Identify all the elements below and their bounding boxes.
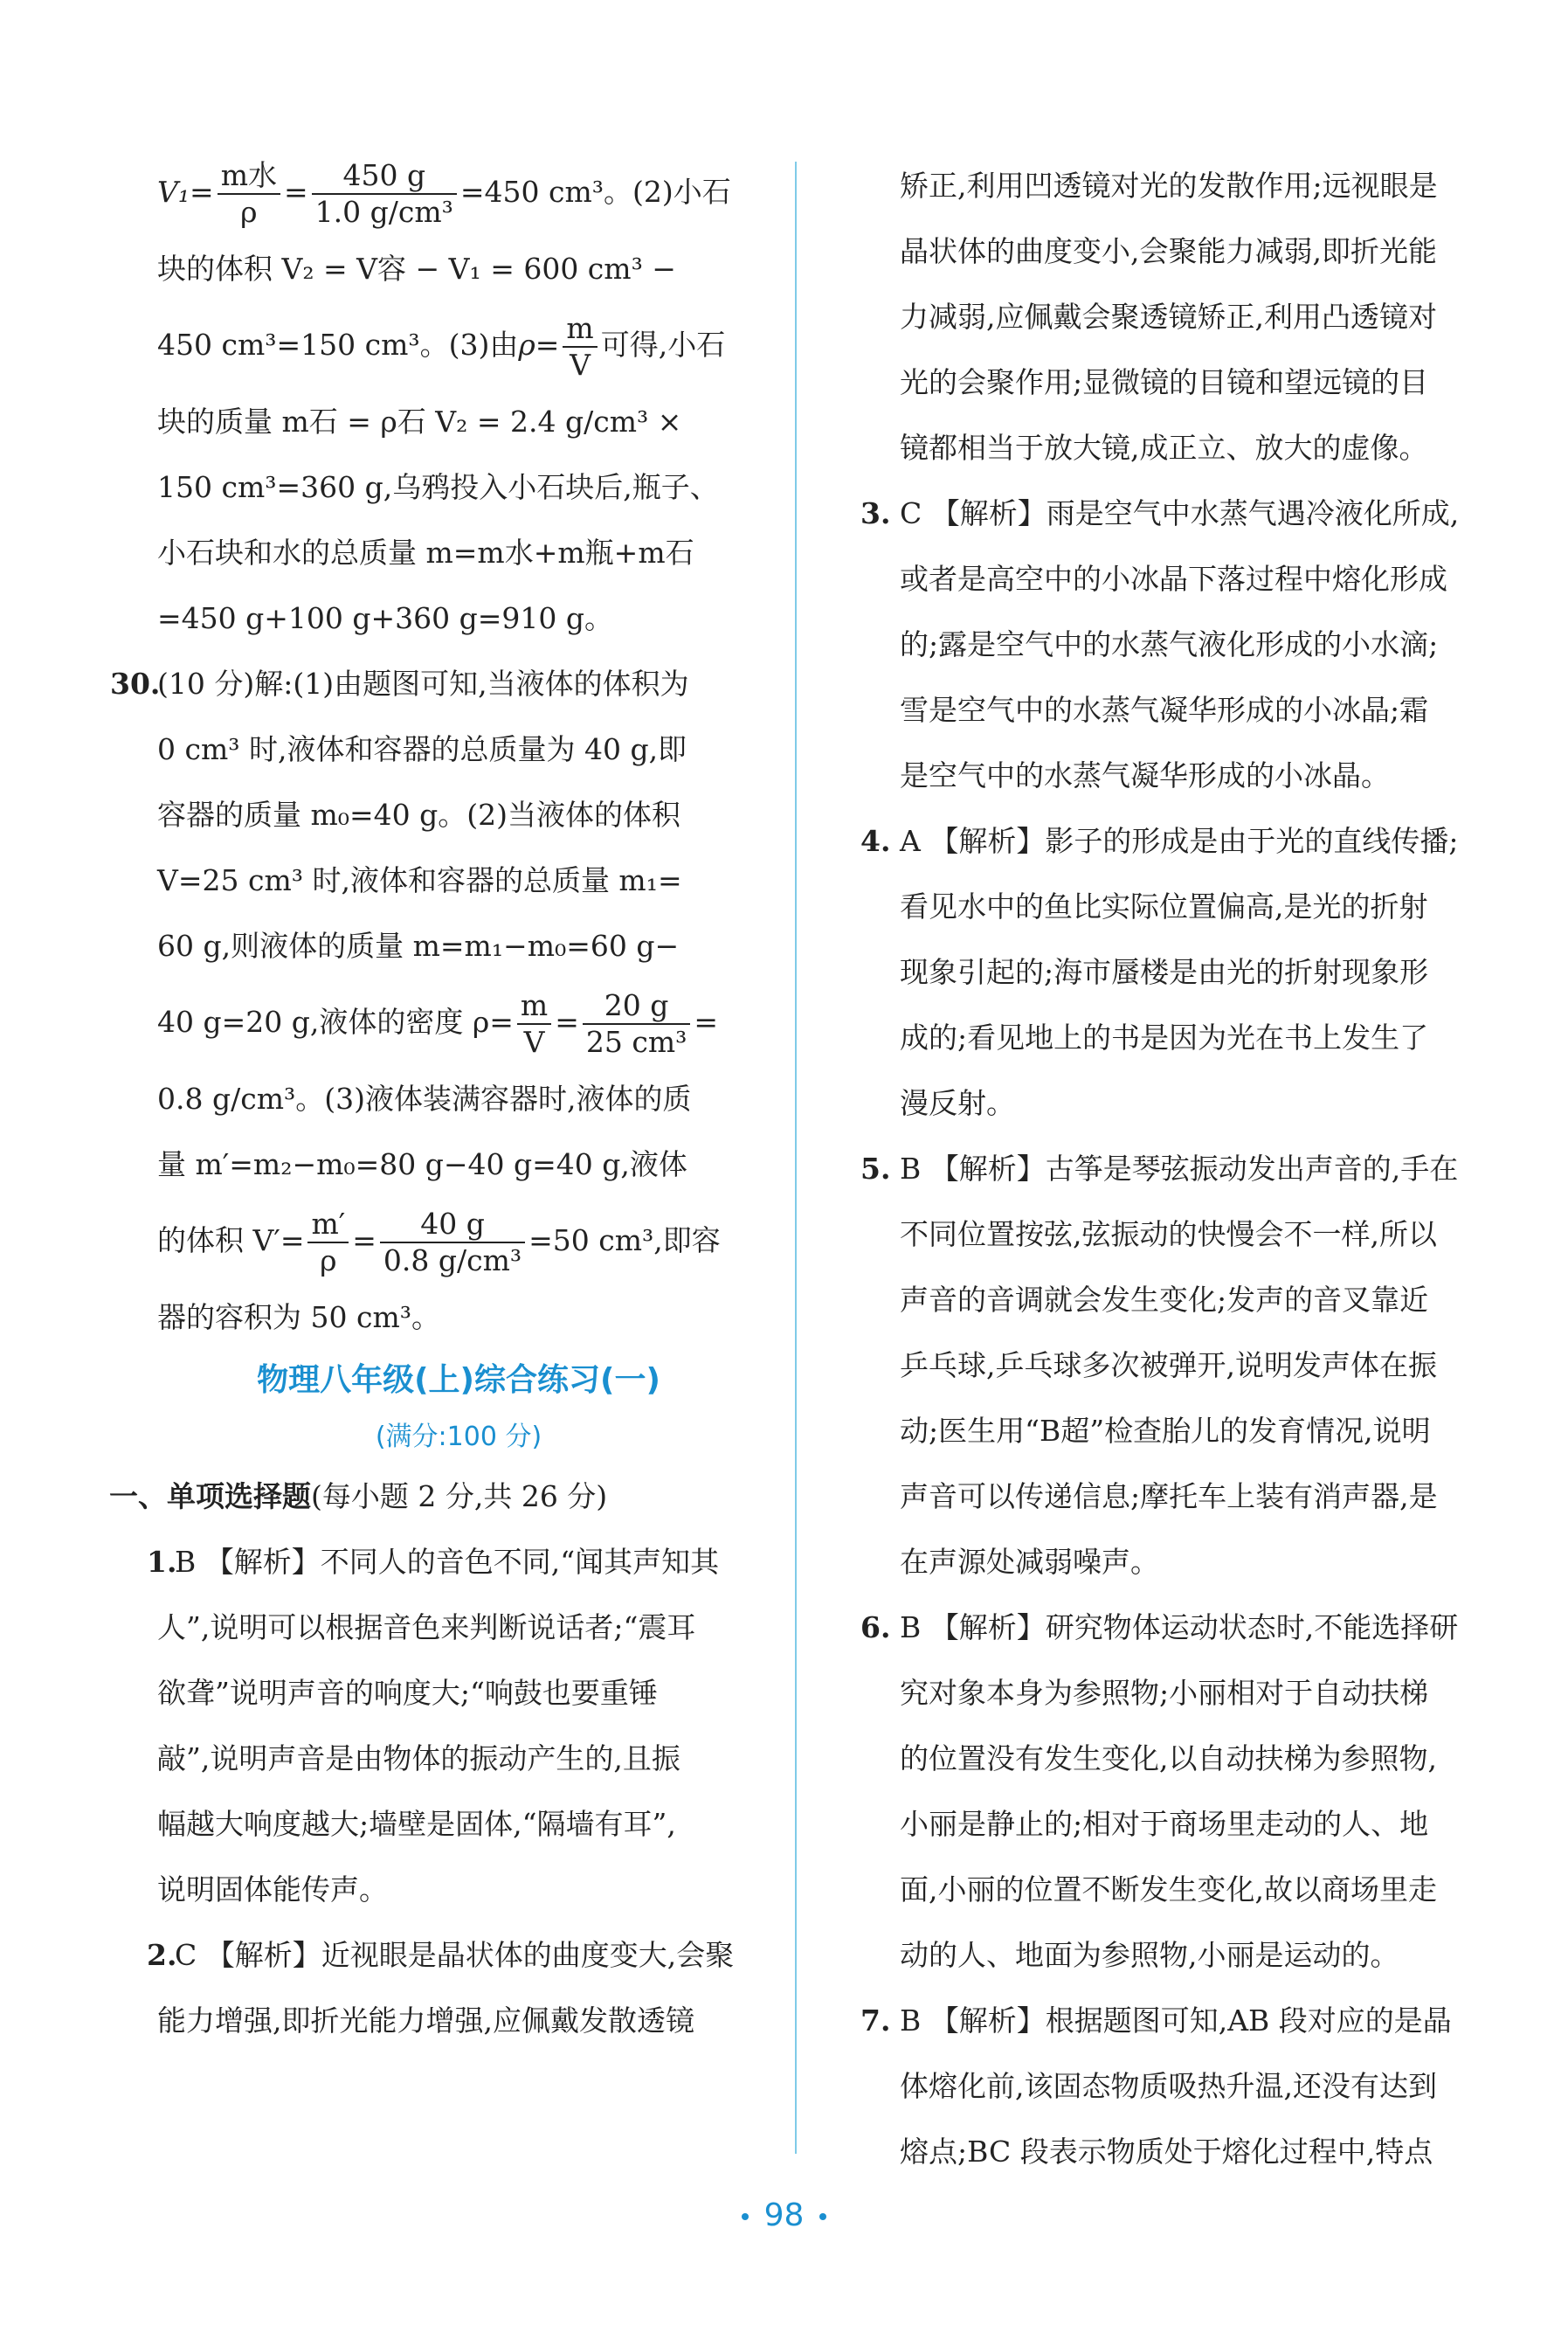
text-line: 0 cm³ 时,液体和容器的总质量为 40 g,即 bbox=[157, 732, 687, 766]
text-line: 容器的质量 m₀=40 g。(2)当液体的体积 bbox=[157, 798, 681, 832]
fraction-m-over-v: $\frac{m}{V}$ bbox=[563, 311, 597, 382]
fraction-20-over-25: $\frac{20 g}{\text{25 cm³}}$ bbox=[583, 988, 690, 1059]
question-number: 5. bbox=[860, 1152, 891, 1186]
text-line: 块的体积 V₂ = V容 − V₁ = 600 cm³ − bbox=[157, 252, 676, 286]
text-line: 0.8 g/cm³。(3)液体装满容器时,液体的质 bbox=[157, 1082, 692, 1116]
part-heading: 一、单项选择题(每小题 2 分,共 26 分) bbox=[109, 1479, 608, 1513]
page-number bbox=[0, 2197, 1568, 2233]
text-line: 60 g,则液体的质量 m=m₁−m₀=60 g− bbox=[157, 929, 680, 963]
question-2: 2.C 【解析】近视眼是晶状体的曲度变大,会聚 能力增强,即折光能力增强,应佩戴发散透镜 bbox=[157, 1922, 760, 2053]
text-line: =450 g+100 g+360 g=910 g。 bbox=[157, 601, 614, 635]
fraction-450-over-1: $\frac{450 g}{\text{1.0 g/cm³}}$ bbox=[312, 158, 457, 229]
right-column bbox=[860, 153, 1472, 2184]
question-30: 30.(10 分)解:(1)由题图可知,当液体的体积为 bbox=[110, 651, 760, 716]
question-number: 4. bbox=[860, 824, 891, 858]
question-1: 1.B 【解析】不同人的音色不同,“闻其声知其 人”,说明可以根据音色来判断说话者;“震耳 欲聋”说明声音的响度大;“响鼓也要重锤 敲”,说明声音是由物体的振动产生的,且振 幅越大响度越大;墙壁是固体,“隔墙有耳”, 说明固体能传声。 bbox=[157, 1529, 760, 1922]
question-number: 7. bbox=[860, 2003, 891, 2038]
text-line-with-fraction: 450 cm³=150 cm³。(3)由ρ= $\frac{m}{V}$ 可得,小石 bbox=[157, 311, 726, 382]
question-5: 5. B 【解析】古筝是琴弦振动发出声音的,手在 不同位置按弦,弦振动的快慢会不一样,所以 声音的音调就会发生变化;发声的音叉靠近 乒乓球,乒乓球多次被弹开,说明发声体在振 动;医生用“B超”检查胎儿的发育情况,说明 声音可以传递信息;摩托车上装有消声器,是 在声源处减弱噪声。 bbox=[860, 1136, 1472, 1595]
fraction-m-over-rho: $\frac{\text{m水}}{\rho}$ bbox=[218, 158, 280, 229]
text-line: 器的容积为 50 cm³。 bbox=[157, 1300, 440, 1334]
text-line: 小石块和水的总质量 m=m水+m瓶+m石 bbox=[157, 536, 694, 570]
question-number: 1. bbox=[147, 1545, 177, 1579]
fraction-mprime-over-rho: $\frac{m'}{\rho}$ bbox=[307, 1207, 349, 1277]
bullet-dot-icon bbox=[819, 2213, 826, 2220]
formula-v1: V₁= $\frac{\text{m水}}{\rho}$ = $\frac{450 g}{\text{1.0 g/cm³}}$ =450 cm³。(2)小石 bbox=[157, 158, 731, 229]
question-2-continued: 矫正,利用凹透镜对光的发散作用;远视眼是 晶状体的曲度变小,会聚能力减弱,即折光能 力减弱,应佩戴会聚透镜矫正,利用凸透镜对 光的会聚作用;显微镜的目镜和望远镜的目 镜都相当于放大镜,成正立、放大的虚像。 bbox=[900, 169, 1438, 465]
text-line: 块的质量 m石 = ρ石 V₂ = 2.4 g/cm³ × bbox=[157, 405, 682, 439]
text-line: V=25 cm³ 时,液体和容器的总质量 m₁= bbox=[157, 863, 682, 897]
bullet-dot-icon bbox=[742, 2213, 749, 2220]
fraction-m-over-v: $\frac{m}{V}$ bbox=[517, 988, 551, 1059]
v1-result: =450 cm³。(2)小石 bbox=[459, 175, 731, 209]
text-line-density: 40 g=20 g,液体的密度 ρ= $\frac{m}{V}$ = $\frac{20 g}{\text{25 cm³}}$ = bbox=[157, 988, 718, 1059]
section-title: 物理八年级(上)综合练习(一) bbox=[257, 1362, 660, 1398]
text-line: 150 cm³=360 g,乌鸦投入小石块后,瓶子、 bbox=[157, 470, 719, 504]
question-6: 6. B 【解析】研究物体运动状态时,不能选择研 究对象本身为参照物;小丽相对于自动扶梯 的位置没有发生变化,以自动扶梯为参照物, 小丽是静止的;相对于商场里走动的人、地 面,小丽的位置不断发生变化,故以商场里走 动的人、地面为参照物,小丽是运动的。 bbox=[860, 1595, 1472, 1988]
question-number: 30. bbox=[110, 667, 161, 701]
section-subtitle: (满分:100 分) bbox=[375, 1422, 542, 1452]
fraction-40-over-08: $\frac{40 g}{\text{0.8 g/cm³}}$ bbox=[380, 1207, 525, 1277]
text-line: 量 m′=m₂−m₀=80 g−40 g=40 g,液体 bbox=[157, 1147, 687, 1181]
question-number: 3. bbox=[860, 496, 891, 530]
question-4: 4. A 【解析】影子的形成是由于光的直线传播; 看见水中的鱼比实际位置偏高,是光的折射 现象引起的;海市蜃楼是由光的折射现象形 成的;看见地上的书是因为光在书上发生了 漫反射。 bbox=[860, 808, 1472, 1136]
question-7: 7. B 【解析】根据题图可知,AB 段对应的是晶 体熔化前,该固态物质吸热升温,还没有达到 熔点;BC 段表示物质处于熔化过程中,特点 bbox=[860, 1988, 1472, 2184]
left-column bbox=[109, 149, 760, 2053]
question-number: 6. bbox=[860, 1610, 891, 1644]
text-line-volume: 的体积 V′= $\frac{m'}{\rho}$ = $\frac{40 g}{\text{0.8 g/cm³}}$ =50 cm³,即容 bbox=[157, 1207, 721, 1277]
v1-lhs: V₁= bbox=[157, 175, 214, 209]
question-3: 3. C 【解析】雨是空气中水蒸气遇冷液化所成, 或者是高空中的小冰晶下落过程中熔化形成 的;露是空气中的水蒸气液化形成的小水滴; 雪是空气中的水蒸气凝华形成的小冰晶;霜 是空气中的水蒸气凝华形成的小冰晶。 bbox=[860, 481, 1472, 808]
page-number-text: 98 bbox=[763, 2197, 805, 2233]
question-number: 2. bbox=[147, 1938, 177, 1972]
column-divider bbox=[795, 162, 797, 2154]
